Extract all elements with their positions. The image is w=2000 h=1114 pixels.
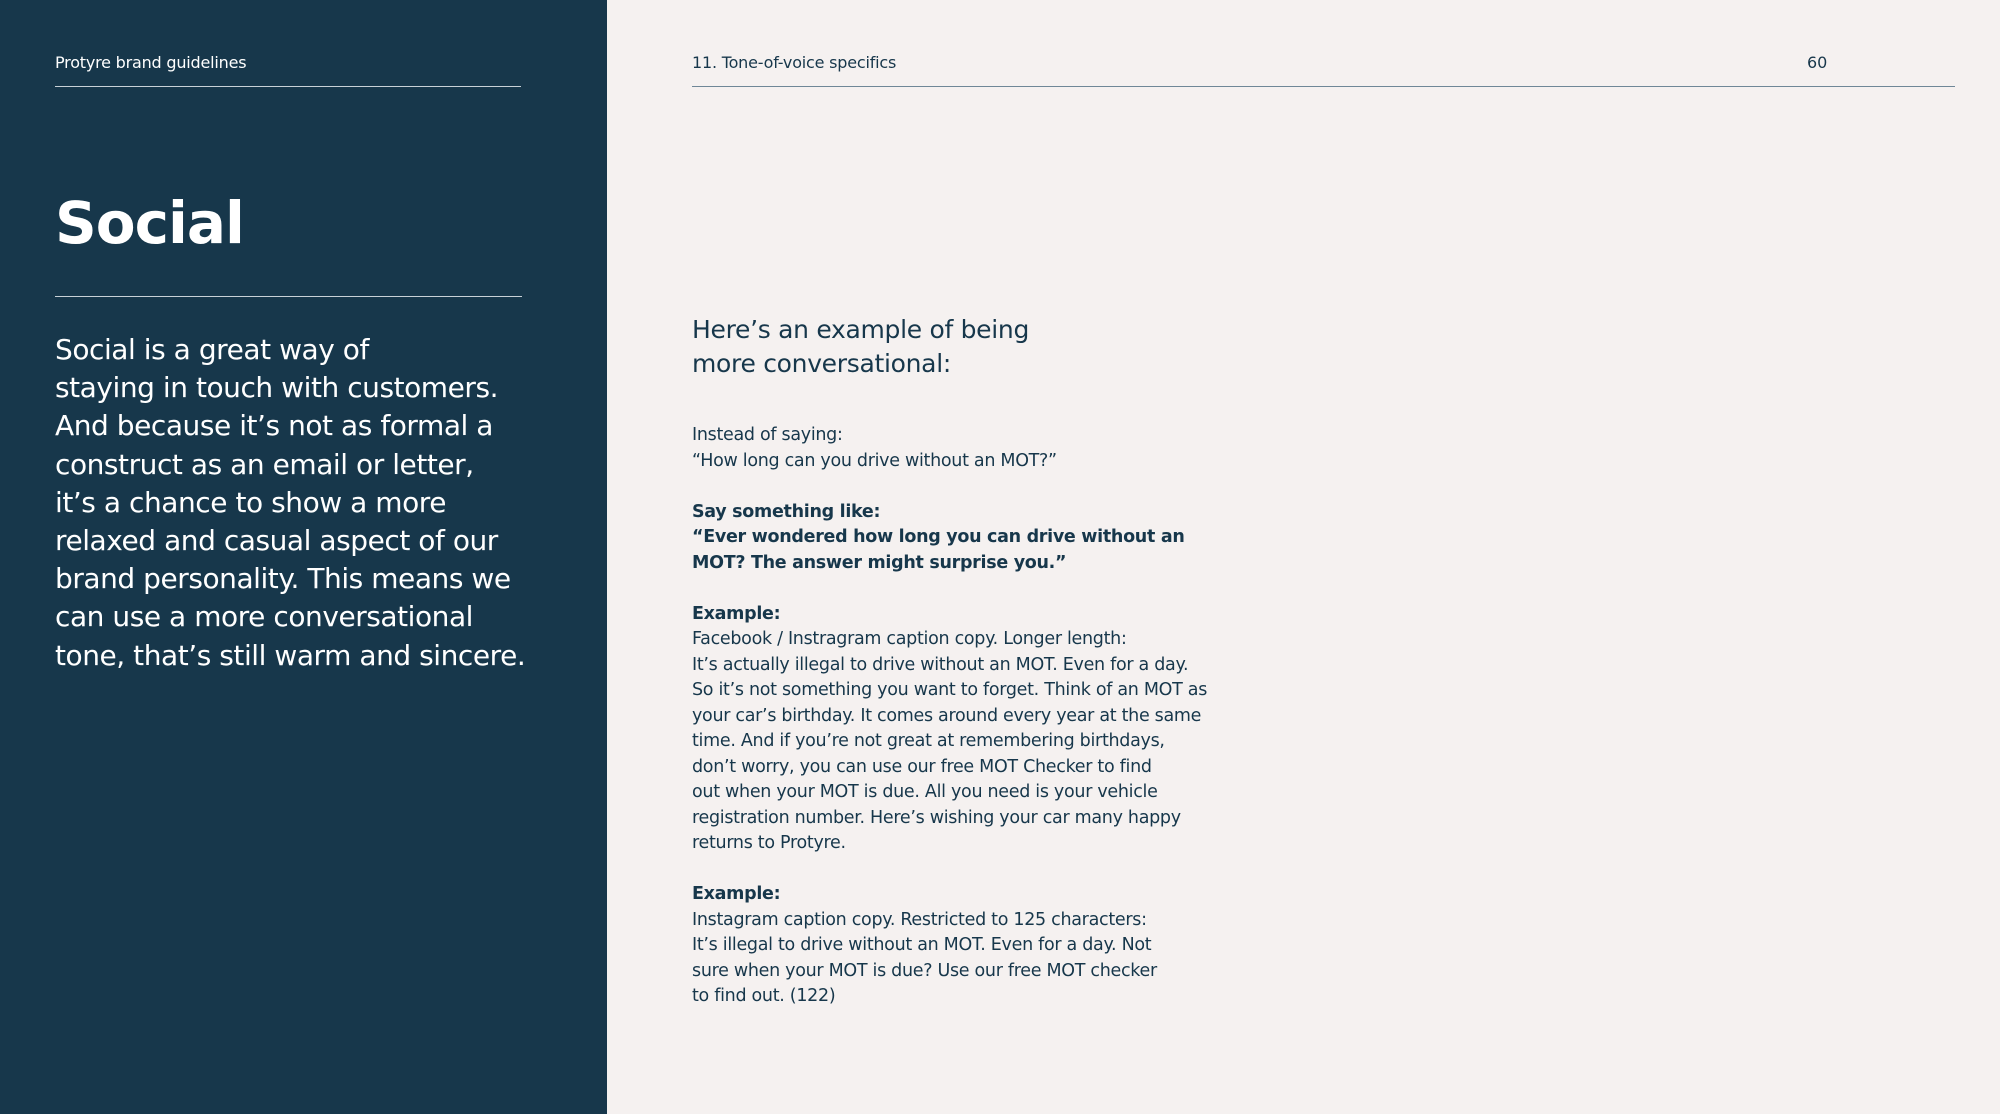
example-line: time. And if you’re not great at remembering birthdays, <box>692 731 1165 751</box>
header-divider <box>692 86 1955 87</box>
example-line: It’s illegal to drive without an MOT. Even for a day. Not <box>692 935 1152 955</box>
example-line: to find out. (122) <box>692 986 836 1006</box>
example-line: your car’s birthday. It comes around every year at the same <box>692 705 1202 726</box>
section-label: 11. Tone-of-voice specifics <box>692 53 897 72</box>
example-content <box>692 423 1212 1010</box>
instead-quote: “How long can you drive without an MOT?” <box>692 450 1057 471</box>
say-quote-line: “Ever wondered how long you can drive without an <box>692 527 1185 547</box>
heading-line: Here’s an example of being <box>692 315 1030 344</box>
example-label: Example: <box>692 603 781 624</box>
intro-paragraph <box>55 331 555 675</box>
heading-line: more conversational: <box>692 349 951 378</box>
instead-label: Instead of saying: <box>692 425 843 445</box>
intro-line: brand personality. This means we <box>55 562 511 596</box>
intro-line: tone, that’s still warm and sincere. <box>55 638 526 672</box>
example-line: out when your MOT is due. All you need is your vehicle <box>692 782 1158 802</box>
header-divider <box>55 86 521 87</box>
intro-line: And because it’s not as formal a <box>55 409 494 443</box>
intro-line: staying in touch with customers. <box>55 371 499 405</box>
intro-line: relaxed and casual aspect of our <box>55 524 498 558</box>
example-heading <box>692 313 1112 381</box>
example-line: registration number. Here’s wishing your car many happy <box>692 807 1181 828</box>
example-label: Example: <box>692 884 781 904</box>
page-number: 60 <box>1807 53 1828 72</box>
example-line: sure when your MOT is due? Use our free MOT checker <box>692 960 1157 981</box>
example-line: Facebook / Instragram caption copy. Longer length: <box>692 629 1127 649</box>
title-divider <box>55 296 522 297</box>
say-quote-line: MOT? The answer might surprise you.” <box>692 552 1067 573</box>
example-line: It’s actually illegal to drive without an MOT. Even for a day. <box>692 654 1189 675</box>
right-panel <box>607 0 2000 1114</box>
document-header: Protyre brand guidelines <box>55 53 247 72</box>
intro-line: can use a more conversational <box>55 600 473 634</box>
left-panel <box>0 0 607 1114</box>
example-line: Instagram caption copy. Restricted to 125 characters: <box>692 909 1147 930</box>
example-line: don’t worry, you can use our free MOT Checker to find <box>692 756 1152 777</box>
intro-line: construct as an email or letter, <box>55 447 474 481</box>
say-label: Say something like: <box>692 501 881 522</box>
page-title: Social <box>55 189 244 257</box>
example-line: returns to Protyre. <box>692 833 846 853</box>
intro-line: Social is a great way of <box>55 333 369 366</box>
example-line: So it’s not something you want to forget. Think of an MOT as <box>692 680 1208 700</box>
intro-line: it’s a chance to show a more <box>55 485 447 519</box>
